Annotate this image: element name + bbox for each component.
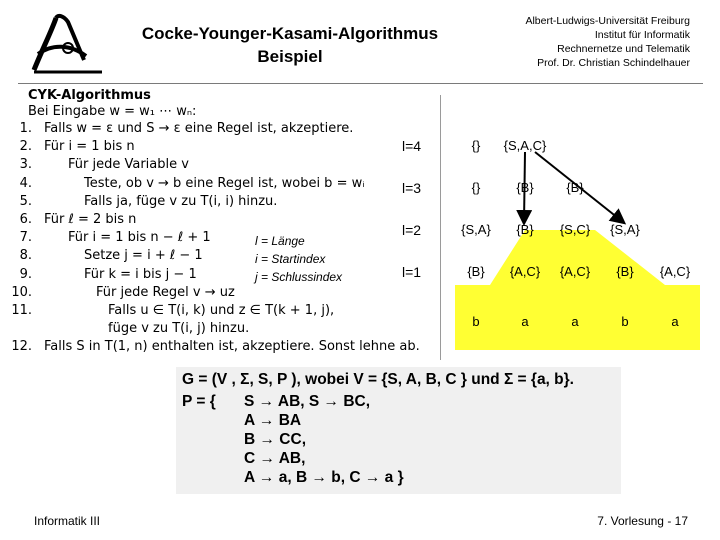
table-cell: {B}: [467, 264, 485, 279]
input-symbol: a: [521, 314, 529, 329]
algorithm-step: [19, 193, 448, 211]
table-cell: {}: [471, 138, 481, 153]
slide-title: [110, 22, 470, 68]
university-logo: [28, 10, 108, 82]
step-number: 11.: [11, 302, 32, 318]
step-text: Falls u ∈ T(i, k) und z ∈ T(k + 1, j),: [108, 302, 335, 318]
step-number: 7.: [19, 230, 32, 246]
algorithm-step: [19, 266, 448, 284]
step-number: 2.: [19, 139, 32, 155]
algorithm-step: [19, 247, 448, 265]
step-text: Setze j = i + ℓ − 1: [84, 248, 203, 264]
step-text: Für jede Regel v → uz: [96, 284, 235, 300]
algorithm-step: [19, 175, 448, 193]
level-label: l=4: [402, 138, 422, 154]
input-symbol: b: [472, 314, 480, 329]
table-cell: {B}: [566, 180, 584, 195]
step-number: 12.: [11, 339, 32, 355]
step-text: Falls S in T(1, n) enthalten ist, akzeptiere. Sonst lehne ab.: [44, 339, 420, 355]
index-legend: [255, 232, 342, 286]
institution-line: Albert-Ludwigs-Universität Freiburg: [525, 15, 690, 27]
input-symbol: a: [571, 314, 579, 329]
algorithm-step: [19, 229, 448, 247]
grammar-box: [176, 367, 621, 494]
step-text: Für k = i bis j − 1: [84, 266, 197, 282]
input-symbol: a: [671, 314, 679, 329]
algorithm-step: [19, 120, 448, 138]
header-divider: [18, 83, 703, 84]
table-cell: {S,A,C}: [503, 138, 547, 153]
institution-line: Prof. Dr. Christian Schindelhauer: [537, 57, 690, 69]
institution-line: Institut für Informatik: [594, 29, 690, 41]
production-rule: A → BA: [244, 412, 302, 429]
step-text: Falls w = ε und S → ε eine Regel ist, akzeptiere.: [44, 121, 354, 136]
table-cell: {S,A}: [610, 222, 640, 237]
algorithm-step: [28, 320, 448, 338]
table-cell: {A,C}: [509, 264, 541, 279]
step-number: 8.: [19, 248, 32, 264]
production-rule: C → AB,: [244, 450, 306, 467]
algorithm-step: [11, 302, 448, 320]
step-number: 1.: [19, 121, 32, 136]
step-number: 5.: [19, 193, 32, 209]
table-cell: {A,C}: [559, 264, 591, 279]
input-symbol: b: [621, 314, 629, 329]
step-number: 9.: [19, 266, 32, 282]
table-cell: {S,C}: [559, 222, 591, 237]
table-cell: {B}: [616, 264, 634, 279]
step-text: Für i = 1 bis n: [44, 139, 135, 155]
step-text: Für i = 1 bis n − ℓ + 1: [68, 230, 211, 246]
level-label: l=2: [402, 222, 422, 238]
footer-course: Informatik III: [34, 514, 101, 528]
title-line-2: Beispiel: [257, 47, 323, 66]
production-rule: S → AB, S → BC,: [244, 393, 371, 410]
step-text: Für ℓ = 2 bis n: [44, 211, 137, 227]
level-label: l=3: [402, 180, 422, 196]
grammar-definition: G = (V , Σ, S, P ), wobei V = {S, A, B, C } und Σ = {a, b}.: [182, 371, 574, 388]
algorithm-step: [19, 211, 448, 229]
production-rule: B → CC,: [244, 431, 306, 448]
algorithm-step: [11, 338, 448, 356]
algorithm-step: [19, 138, 448, 156]
step-number: 3.: [19, 157, 32, 173]
step-text: Für jede Variable v: [68, 157, 189, 173]
production-rule: A → a, B → b, C → a }: [244, 469, 404, 486]
institution-block: [500, 14, 690, 70]
step-text: Falls ja, füge v zu T(i, i) hinzu.: [84, 193, 278, 209]
productions-label: P = {: [182, 393, 216, 410]
legend-length: l = Länge: [255, 234, 305, 248]
legend-start-index: i = Startindex: [255, 252, 326, 266]
footer-page: 7. Vorlesung - 17: [597, 514, 688, 528]
level-label: l=1: [402, 264, 422, 280]
step-text: füge v zu T(i, j) hinzu.: [108, 321, 250, 337]
table-cell: {B}: [516, 222, 534, 237]
algorithm-heading: CYK-Algorithmus: [28, 88, 151, 103]
step-number: 6.: [19, 211, 32, 227]
step-number: 4.: [19, 175, 32, 191]
algorithm-box: [11, 88, 448, 356]
table-cell: {S,A}: [461, 222, 491, 237]
algorithm-step: [19, 156, 448, 174]
table-cell: {}: [471, 180, 481, 195]
step-number: 10.: [11, 284, 32, 300]
table-cell: {B}: [516, 180, 534, 195]
step-text: Teste, ob v → b eine Regel ist, wobei b = wᵢ: [84, 175, 365, 191]
institution-line: Rechnernetze und Telematik: [557, 43, 690, 55]
algorithm-input-line: Bei Eingabe w = w₁ ⋯ wₙ:: [28, 104, 197, 119]
algorithm-step: [11, 284, 448, 302]
table-cell: {A,C}: [659, 264, 691, 279]
title-line-1: Cocke-Younger-Kasami-Algorithmus: [141, 24, 439, 43]
legend-end-index: j = Schlussindex: [255, 270, 343, 284]
